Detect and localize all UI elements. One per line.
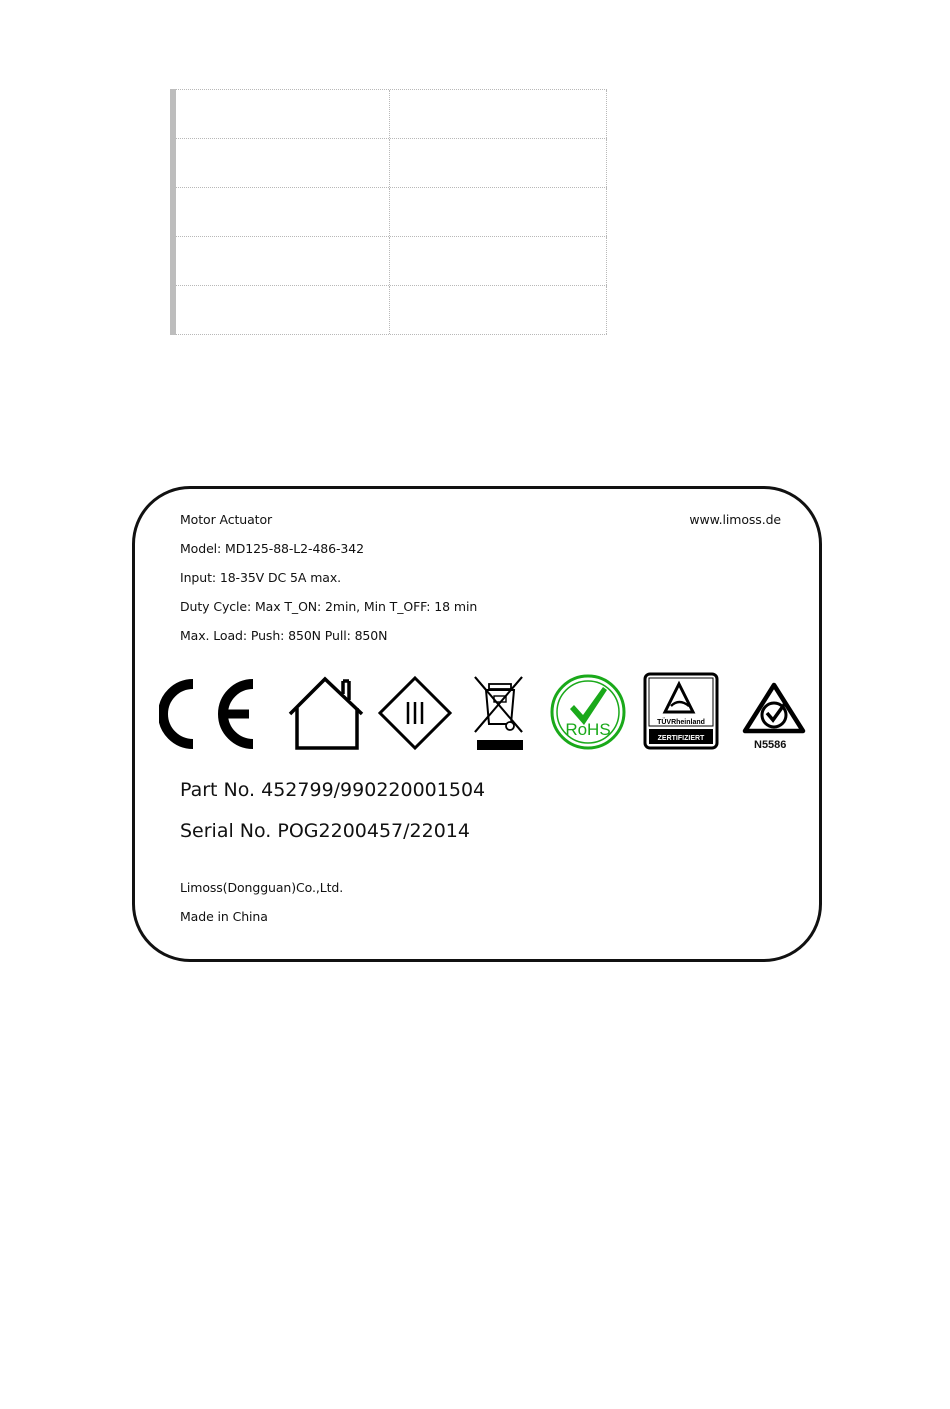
table-cell xyxy=(390,139,607,187)
part-number: Part No. 452799/990220001504 xyxy=(180,779,486,801)
table-row xyxy=(176,236,607,285)
empty-table xyxy=(170,89,607,335)
website: www.limoss.de xyxy=(689,512,781,527)
tuv-rheinland-icon xyxy=(643,672,719,750)
tuv-name-text: TÜVRheinland xyxy=(657,719,705,726)
table-cell xyxy=(176,139,390,187)
max-load-line: Max. Load: Push: 850N Pull: 850N xyxy=(180,628,388,643)
product-name: Motor Actuator xyxy=(180,512,273,527)
table-row xyxy=(176,285,607,335)
table-cell xyxy=(176,237,390,285)
rcm-mark-icon xyxy=(742,682,806,734)
rohs-text: RoHS xyxy=(565,720,611,739)
product-label xyxy=(132,486,822,962)
rcm-code: N5586 xyxy=(754,739,787,751)
country-of-origin: Made in China xyxy=(180,909,268,924)
input-line: Input: 18-35V DC 5A max. xyxy=(180,570,342,585)
duty-cycle-line: Duty Cycle: Max T_ON: 2min, Min T_OFF: 18 min xyxy=(180,599,478,614)
weee-crossed-bin-icon xyxy=(472,674,528,754)
rohs-check-icon xyxy=(549,673,627,751)
table-row xyxy=(176,187,607,236)
indoor-use-house-icon xyxy=(287,676,367,752)
table-cell xyxy=(390,188,607,236)
table-cell xyxy=(390,90,607,138)
table-cell xyxy=(390,237,607,285)
serial-number: Serial No. POG2200457/22014 xyxy=(180,820,470,842)
table-cell xyxy=(390,286,607,334)
ce-mark-icon xyxy=(159,678,259,750)
table-cell xyxy=(176,188,390,236)
table-cell xyxy=(176,90,390,138)
manufacturer: Limoss(Dongguan)Co.,Ltd. xyxy=(180,880,344,895)
table-cell xyxy=(176,286,390,334)
table-row xyxy=(176,89,607,138)
model-line: Model: MD125-88-L2-486-342 xyxy=(180,541,364,556)
tuv-cert-text: ZERTIFIZIERT xyxy=(657,735,705,742)
class-iii-diamond-icon xyxy=(377,675,453,751)
table-row xyxy=(176,138,607,187)
